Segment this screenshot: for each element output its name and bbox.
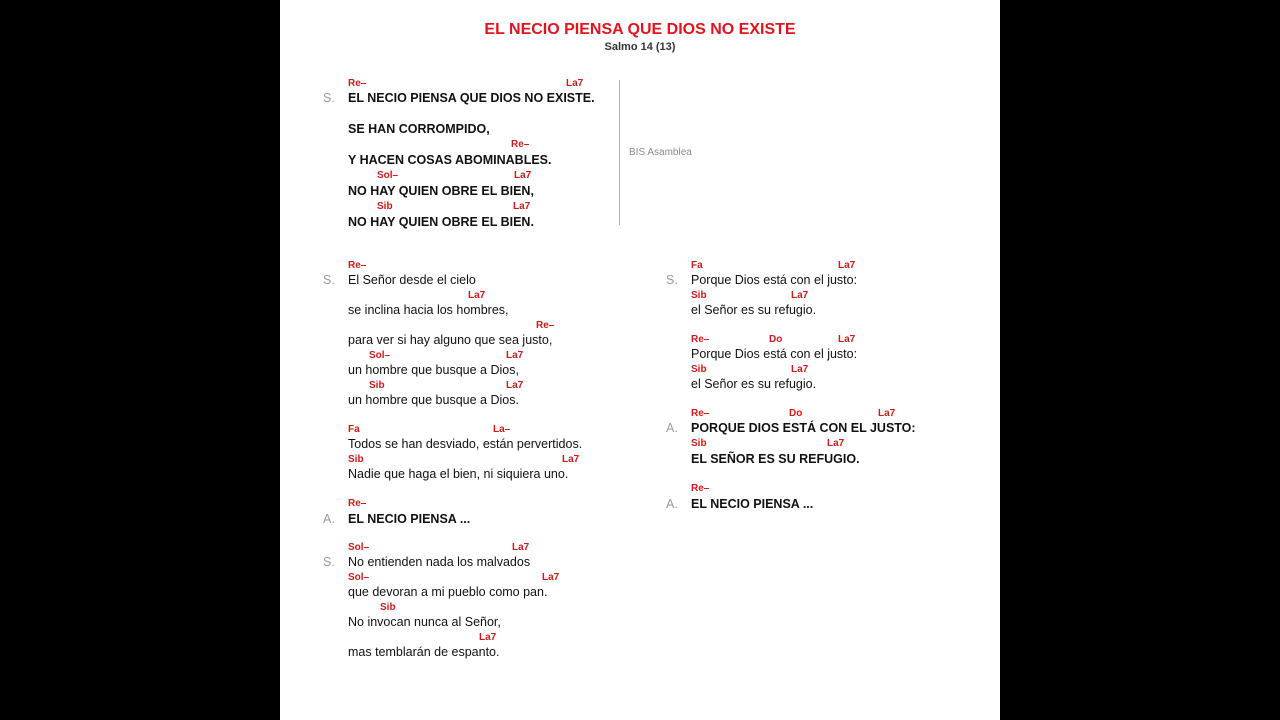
chord: La7 — [513, 201, 531, 212]
chord: Re– — [691, 408, 710, 419]
lyric-line: un hombre que busque a Dios. — [348, 393, 519, 407]
role-label: A. — [666, 421, 678, 435]
role-label: S. — [323, 273, 335, 287]
chord: Sib — [691, 290, 707, 301]
chord: Sol– — [348, 572, 370, 583]
chord: Re– — [348, 260, 367, 271]
song-sheet-page — [280, 0, 1000, 720]
chord: La7 — [838, 334, 856, 345]
chord: Re– — [511, 139, 530, 150]
chord: La7 — [838, 260, 856, 271]
lyric-line: EL NECIO PIENSA ... — [691, 497, 814, 511]
lyric-line: un hombre que busque a Dios, — [348, 363, 519, 377]
role-label: S. — [323, 555, 335, 569]
chord: Fa — [691, 260, 703, 271]
chord: Re– — [348, 498, 367, 509]
lyric-line: se inclina hacia los hombres, — [348, 303, 509, 317]
lyric-line: No invocan nunca al Señor, — [348, 615, 501, 629]
lyric-line: EL SEÑOR ES SU REFUGIO. — [691, 452, 860, 466]
role-label: A. — [323, 512, 335, 526]
chord: Sib — [691, 438, 707, 449]
chord: La7 — [506, 350, 524, 361]
lyric-line: que devoran a mi pueblo como pan. — [348, 585, 548, 599]
chord: La7 — [878, 408, 896, 419]
lyric-line: El Señor desde el cielo — [348, 273, 476, 287]
chord: Re– — [348, 78, 367, 89]
role-label: S. — [666, 273, 678, 287]
chord: La7 — [791, 364, 809, 375]
chord: Re– — [691, 483, 710, 494]
chord: La7 — [562, 454, 580, 465]
lyric-line: PORQUE DIOS ESTÁ CON EL JUSTO: — [691, 421, 916, 435]
lyric-line: EL NECIO PIENSA QUE DIOS NO EXISTE. — [348, 91, 595, 105]
lyric-line: Porque Dios está con el justo: — [691, 273, 858, 287]
chord: La7 — [542, 572, 560, 583]
chord: Sol– — [348, 542, 370, 553]
lyric-line: EL NECIO PIENSA ... — [348, 512, 471, 526]
lyric-line: mas temblarán de espanto. — [348, 645, 500, 659]
lyric-line: Todos se han desviado, están pervertidos. — [348, 437, 583, 451]
page-title: EL NECIO PIENSA QUE DIOS NO EXISTE — [484, 21, 796, 38]
chord: Do — [789, 408, 803, 419]
chord: La7 — [506, 380, 524, 391]
lyric-line: NO HAY QUIEN OBRE EL BIEN, — [348, 184, 534, 198]
lyric-line: el Señor es su refugio. — [691, 377, 817, 391]
chord: Sib — [348, 454, 364, 465]
lyric-line: Nadie que haga el bien, ni siquiera uno. — [348, 467, 569, 481]
chord: Re– — [691, 334, 710, 345]
chord: Sib — [691, 364, 707, 375]
chord: La7 — [827, 438, 845, 449]
lyric-line: No entienden nada los malvados — [348, 555, 531, 569]
chord: Sol– — [369, 350, 391, 361]
chord: La7 — [468, 290, 486, 301]
chord: La– — [493, 424, 511, 435]
chord: La7 — [479, 632, 497, 643]
lyric-line: Y HACEN COSAS ABOMINABLES. — [348, 153, 552, 167]
role-label: A. — [666, 497, 678, 511]
lyric-line: SE HAN CORROMPIDO, — [348, 122, 490, 136]
chord: Sib — [377, 201, 393, 212]
page-subtitle: Salmo 14 (13) — [604, 41, 676, 53]
chord: Sib — [380, 602, 396, 613]
bis-note: BIS Asamblea — [629, 147, 692, 158]
lyric-line: NO HAY QUIEN OBRE EL BIEN. — [348, 215, 534, 229]
divider — [619, 80, 620, 225]
chord: Re– — [536, 320, 555, 331]
chord: La7 — [514, 170, 532, 181]
lyric-line: el Señor es su refugio. — [691, 303, 817, 317]
chord: Do — [769, 334, 783, 345]
lyric-line: Porque Dios está con el justo: — [691, 347, 858, 361]
role-label: S. — [323, 91, 335, 105]
chord: Sib — [369, 380, 385, 391]
chord: Sol– — [377, 170, 399, 181]
lyric-line: para ver si hay alguno que sea justo, — [348, 333, 553, 347]
chord: La7 — [566, 78, 584, 89]
chord: La7 — [791, 290, 809, 301]
chord: La7 — [512, 542, 530, 553]
chord: Fa — [348, 424, 360, 435]
